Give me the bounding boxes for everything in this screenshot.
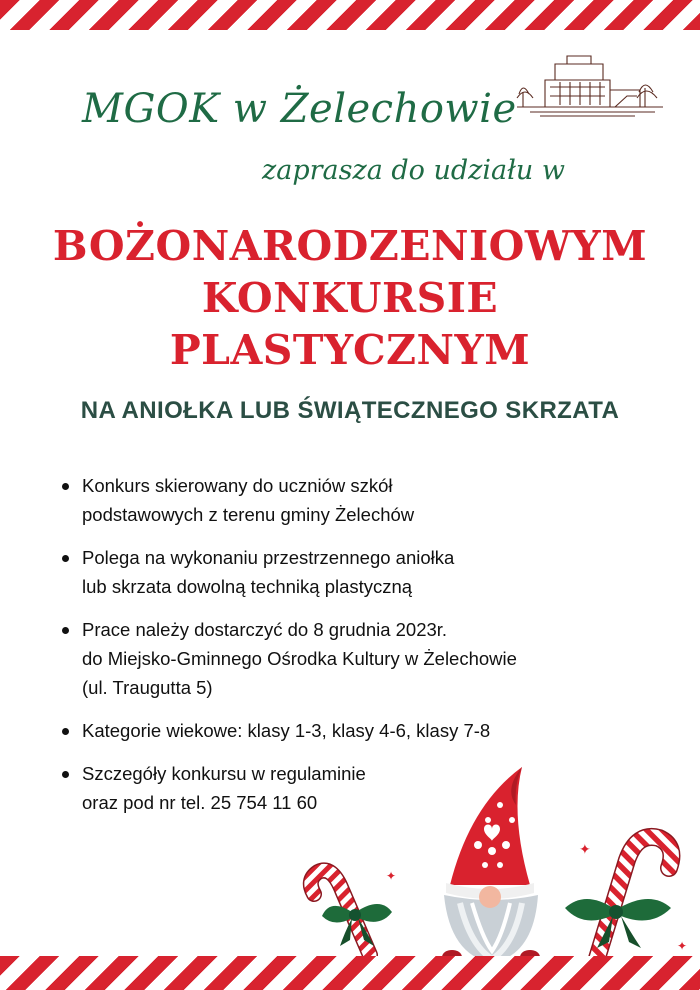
bullet-text: Kategorie wiekowe: klasy 1-3, klasy 4-6, klasy 7-8 xyxy=(82,720,491,741)
gnome-icon xyxy=(430,765,555,965)
bullet-text: oraz pod nr tel. 25 754 11 60 xyxy=(82,792,318,813)
building-sketch-icon xyxy=(515,52,665,122)
bottom-stripe-border xyxy=(0,956,700,990)
svg-text:✦: ✦ xyxy=(579,842,591,858)
bullet-item-deadline xyxy=(62,615,662,702)
headline-line-2: KONKURSIE xyxy=(201,274,499,322)
bullet-item-details xyxy=(62,759,662,817)
candy-cane-icon xyxy=(555,820,695,970)
bullet-dot-icon xyxy=(62,483,69,490)
candy-cane-icon xyxy=(300,850,410,960)
bullet-item-audience xyxy=(62,471,662,529)
bullet-item-task xyxy=(62,543,662,601)
bullet-text: Prace należy dostarczyć do 8 grudnia 2023r. xyxy=(82,619,448,640)
svg-text:✦: ✦ xyxy=(677,939,688,953)
bullet-text: (ul. Traugutta 5) xyxy=(82,677,213,698)
invite-text: zaprasza do udziału w xyxy=(262,155,565,186)
bullet-text: podstawowych z terenu gminy Żelechów xyxy=(82,504,415,525)
bullet-text: do Miejsko-Gminnego Ośrodka Kultury w Żelechowie xyxy=(82,648,517,669)
bullet-text: Szczegóły konkursu w regulaminie xyxy=(82,763,366,784)
organizer-title: MGOK w Żelechowie xyxy=(82,86,517,132)
svg-text:✦: ✦ xyxy=(386,869,397,883)
subtitle: NA ANIOŁKA LUB ŚWIĄTECZNEGO SKRZATA xyxy=(80,397,620,424)
bullet-dot-icon xyxy=(62,728,69,735)
bullet-item-categories xyxy=(62,716,662,745)
top-stripe-border xyxy=(0,0,700,30)
headline-line-3: PLASTYCZNYM xyxy=(169,326,531,374)
headline-line-1: BOŻONARODZENIOWYM xyxy=(52,222,648,270)
bullet-text: Konkurs skierowany do uczniów szkół xyxy=(82,475,393,496)
bullet-text: Polega na wykonaniu przestrzennego aniołka xyxy=(82,547,455,568)
bullet-dot-icon xyxy=(62,771,69,778)
bullet-text: lub skrzata dowolną techniką plastyczną xyxy=(82,576,413,597)
bullet-dot-icon xyxy=(62,627,69,634)
info-bullet-list xyxy=(62,471,662,831)
bullet-dot-icon xyxy=(62,555,69,562)
